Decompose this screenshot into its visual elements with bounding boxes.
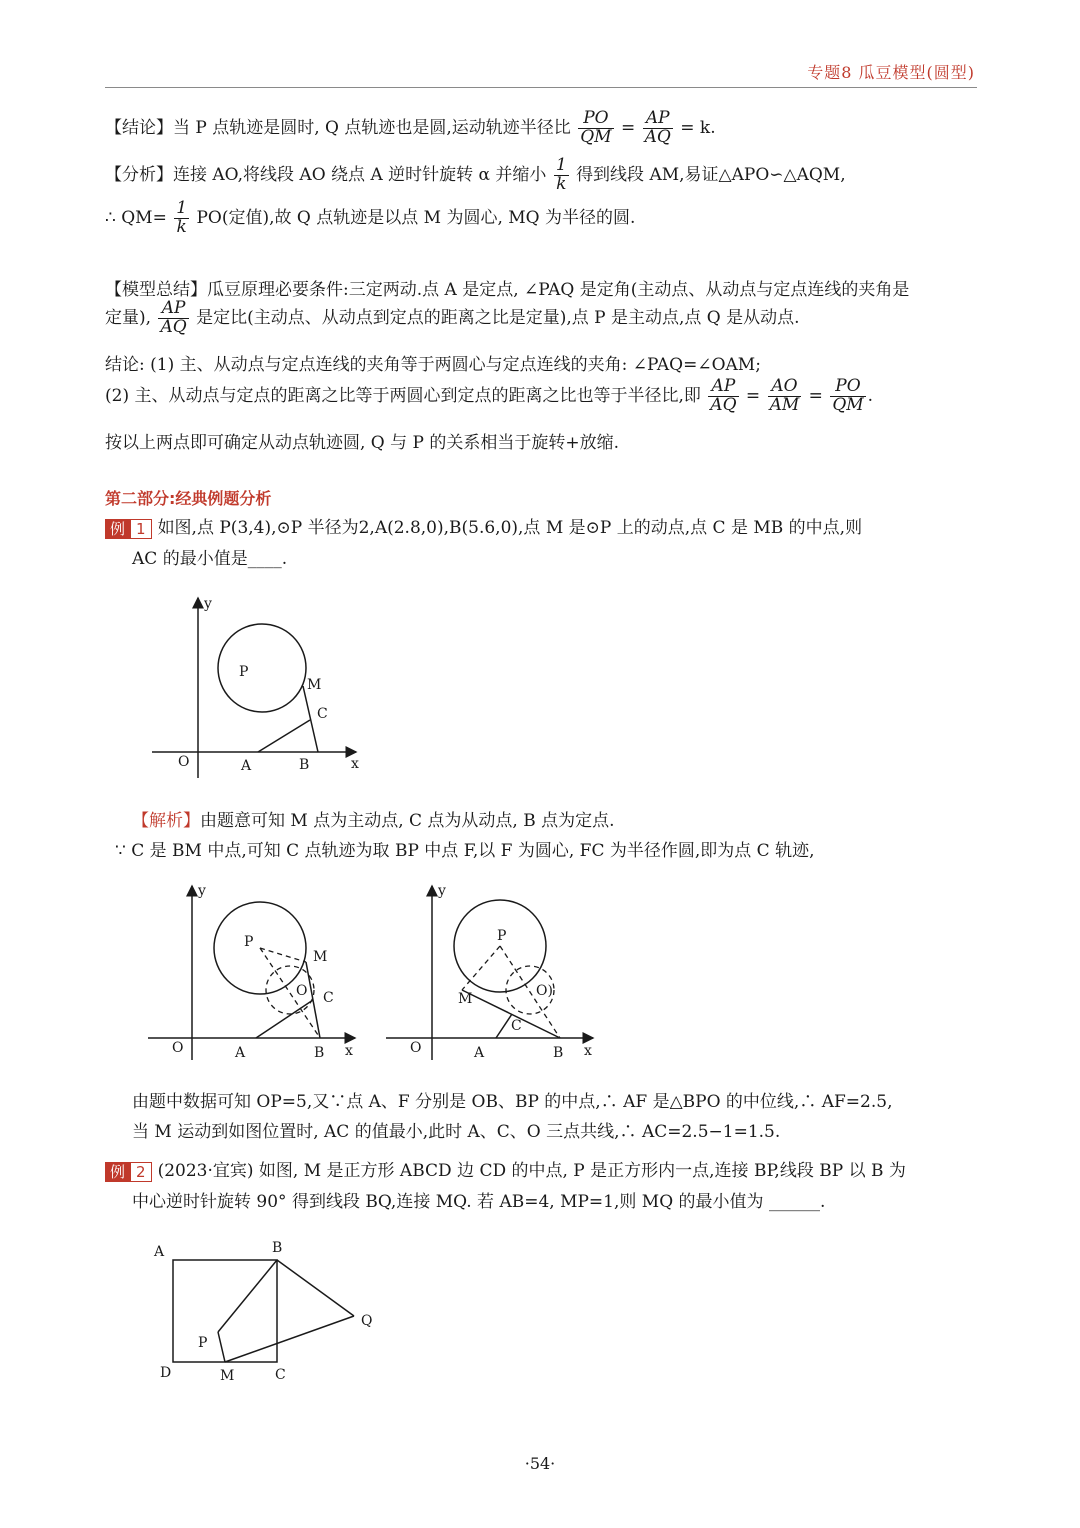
label-a: A bbox=[241, 758, 252, 774]
segment-ac-2 bbox=[256, 1000, 313, 1038]
segment-pm bbox=[218, 1332, 225, 1362]
summary-text-a: 定量), bbox=[105, 307, 152, 328]
example1-figure bbox=[140, 590, 380, 785]
label-p-3: P bbox=[497, 928, 507, 944]
analysis-line-1 bbox=[105, 157, 846, 194]
fraction-ao-am: $\frac{AO}{AM}$ bbox=[769, 376, 800, 415]
equals-sign-3: = bbox=[808, 385, 823, 406]
example2-badge: 例 2 bbox=[105, 1161, 152, 1182]
label-b-3: B bbox=[553, 1045, 564, 1061]
example2-line-1 bbox=[105, 1156, 906, 1182]
conclusion-line bbox=[105, 110, 716, 147]
fraction-ap-aq-summary: $\frac{AP}{AQ}$ bbox=[160, 298, 187, 337]
fraction-ap-aq-2: $\frac{AP}{AQ}$ bbox=[710, 376, 737, 415]
analysis-text-d: PO(定值),故 Q 点轨迹是以点 M 为圆心, MQ 为半径的圆. bbox=[196, 207, 636, 228]
label-b-ex2: B bbox=[272, 1240, 283, 1256]
analysis-text-c: ∴ QM= bbox=[105, 207, 167, 228]
example1-badge: 例 1 bbox=[105, 518, 152, 539]
segment-ac bbox=[258, 720, 310, 752]
label-y-2: y bbox=[198, 883, 206, 899]
label-x-2: x bbox=[345, 1043, 353, 1059]
header-rule bbox=[105, 87, 977, 88]
header-title: 专题8 瓜豆模型(圆型) bbox=[807, 63, 975, 82]
example2-line-2: 中心逆时针旋转 90° 得到线段 BQ,连接 MQ. 若 AB=4, MP=1,则 MQ 的最小值为 ______. bbox=[132, 1192, 826, 1212]
label-o-2: O bbox=[172, 1040, 184, 1056]
segment-mq bbox=[225, 1316, 354, 1362]
summary-line-2 bbox=[105, 300, 800, 337]
section-title: 第二部分:经典例题分析 bbox=[105, 489, 272, 508]
label-b: B bbox=[299, 757, 310, 773]
label-c-3: C bbox=[511, 1018, 522, 1034]
summary-text-b: 是定比(主动点、从动点到定点的距离之比是定量),点 P 是主动点,点 Q 是从动点. bbox=[196, 307, 800, 328]
solution-figure-right bbox=[380, 880, 610, 1065]
page-number: ·54· bbox=[524, 1454, 556, 1473]
label-m-2: M bbox=[313, 949, 328, 965]
example2-text: (2023·宜宾) 如图, M 是正方形 ABCD 边 CD 的中点, P 是正方形内一点,连接 BP,线段 BP 以 B 为 bbox=[157, 1161, 906, 1181]
solution-text-1: 由题意可知 M 点为主动点, C 点为从动点, B 点为定点. bbox=[200, 811, 615, 831]
dashed-pm-3 bbox=[462, 946, 500, 990]
label-p-2: P bbox=[244, 934, 254, 950]
label-c: C bbox=[317, 706, 328, 722]
conclusion-suffix: = k. bbox=[680, 117, 716, 138]
example1-line-1 bbox=[105, 513, 862, 539]
solution-line-2: ∵ C 是 BM 中点,可知 C 点轨迹为取 BP 中点 F,以 F 为圆心, FC 为半径作圆,即为点 C 轨迹, bbox=[115, 841, 815, 861]
label-y-3: y bbox=[438, 883, 446, 899]
label-p: P bbox=[239, 664, 249, 680]
label-m: M bbox=[307, 677, 322, 693]
label-center-3: O) bbox=[536, 983, 553, 999]
label-o: O bbox=[178, 754, 190, 770]
label-b-2: B bbox=[314, 1045, 325, 1061]
equals-sign-2: = bbox=[745, 385, 761, 406]
label-m-3: M bbox=[458, 991, 473, 1007]
circle-p bbox=[218, 624, 306, 712]
segment-ac-3 bbox=[496, 1014, 512, 1038]
summary-line-4 bbox=[105, 378, 873, 415]
label-y: y bbox=[204, 596, 212, 612]
label-c-ex2: C bbox=[275, 1367, 286, 1383]
period: . bbox=[867, 385, 874, 406]
analysis-text-a: 【分析】连接 AO,将线段 AO 绕点 A 逆时针旋转 α 并缩小 bbox=[105, 164, 547, 185]
label-a-ex2: A bbox=[154, 1244, 165, 1260]
summary-line-5: 按以上两点即可确定从动点轨迹圆, Q 与 P 的关系相当于旋转+放缩. bbox=[105, 433, 620, 453]
label-x: x bbox=[351, 756, 359, 772]
fraction-ap-aq: $\frac{AP}{AQ}$ bbox=[644, 108, 671, 147]
label-x-3: x bbox=[584, 1043, 592, 1059]
solution-line-1 bbox=[132, 806, 615, 831]
segment-bp bbox=[218, 1260, 277, 1332]
solution-figure-left bbox=[140, 880, 370, 1065]
example2-figure bbox=[148, 1232, 388, 1387]
analysis-line-2 bbox=[105, 200, 635, 237]
fraction-po-qm-2: $\frac{PO}{QM}$ bbox=[832, 376, 864, 415]
label-m-ex2: M bbox=[220, 1368, 235, 1384]
label-q-ex2: Q bbox=[361, 1313, 373, 1329]
solution-line-4: 当 M 运动到如图位置时, AC 的值最小,此时 A、C、O 三点共线,∴ AC=2.5−1=1.5. bbox=[132, 1122, 781, 1142]
summary-text-c: (2) 主、从动点与定点的距离之比等于两圆心到定点的距离之比也等于半径比,即 bbox=[105, 385, 701, 406]
fraction-po-qm: $\frac{PO}{QM}$ bbox=[580, 108, 612, 147]
segment-bq bbox=[277, 1260, 354, 1316]
example1-text: 如图,点 P(3,4),⊙P 半径为2,A(2.8,0),B(5.6,0),点 M 是⊙P 上的动点,点 C 是 MB 的中点,则 bbox=[157, 518, 863, 538]
label-d-ex2: D bbox=[160, 1365, 172, 1381]
segment-mb bbox=[303, 686, 318, 752]
example1-line-2: AC 的最小值是____. bbox=[132, 549, 288, 569]
conclusion-prefix: 【结论】当 P 点轨迹是圆时, Q 点轨迹也是圆,运动轨迹半径比 bbox=[105, 117, 571, 138]
label-o-3: O bbox=[410, 1040, 422, 1056]
label-p-ex2: P bbox=[198, 1335, 208, 1351]
equals-sign: = bbox=[620, 117, 636, 138]
solution-line-3: 由题中数据可知 OP=5,又∵点 A、F 分别是 OB、BP 的中点,∴ AF 是△BPO 的中位线,∴ AF=2.5, bbox=[132, 1092, 893, 1112]
label-c-2: C bbox=[323, 990, 334, 1006]
analysis-text-b: 得到线段 AM,易证△APO∽△AQM, bbox=[576, 164, 846, 185]
summary-line-3: 结论: (1) 主、从动点与定点连线的夹角等于两圆心与定点连线的夹角: ∠PAQ=∠OAM; bbox=[105, 355, 761, 375]
label-center-2: O bbox=[296, 983, 308, 999]
fraction-one-over-k: $\frac{1}{k}$ bbox=[555, 155, 567, 194]
solution-tag: 【解析】 bbox=[132, 811, 200, 831]
fraction-one-over-k-2: $\frac{1}{k}$ bbox=[176, 198, 188, 237]
square-abcd bbox=[173, 1260, 277, 1362]
summary-line-1: 【模型总结】瓜豆原理必要条件:三定两动.点 A 是定点, ∠PAQ 是定角(主动点、从动点与定点连线的夹角是 bbox=[105, 280, 910, 300]
dashed-pm bbox=[260, 948, 306, 962]
label-a-3: A bbox=[474, 1045, 485, 1061]
label-a-2: A bbox=[235, 1045, 246, 1061]
